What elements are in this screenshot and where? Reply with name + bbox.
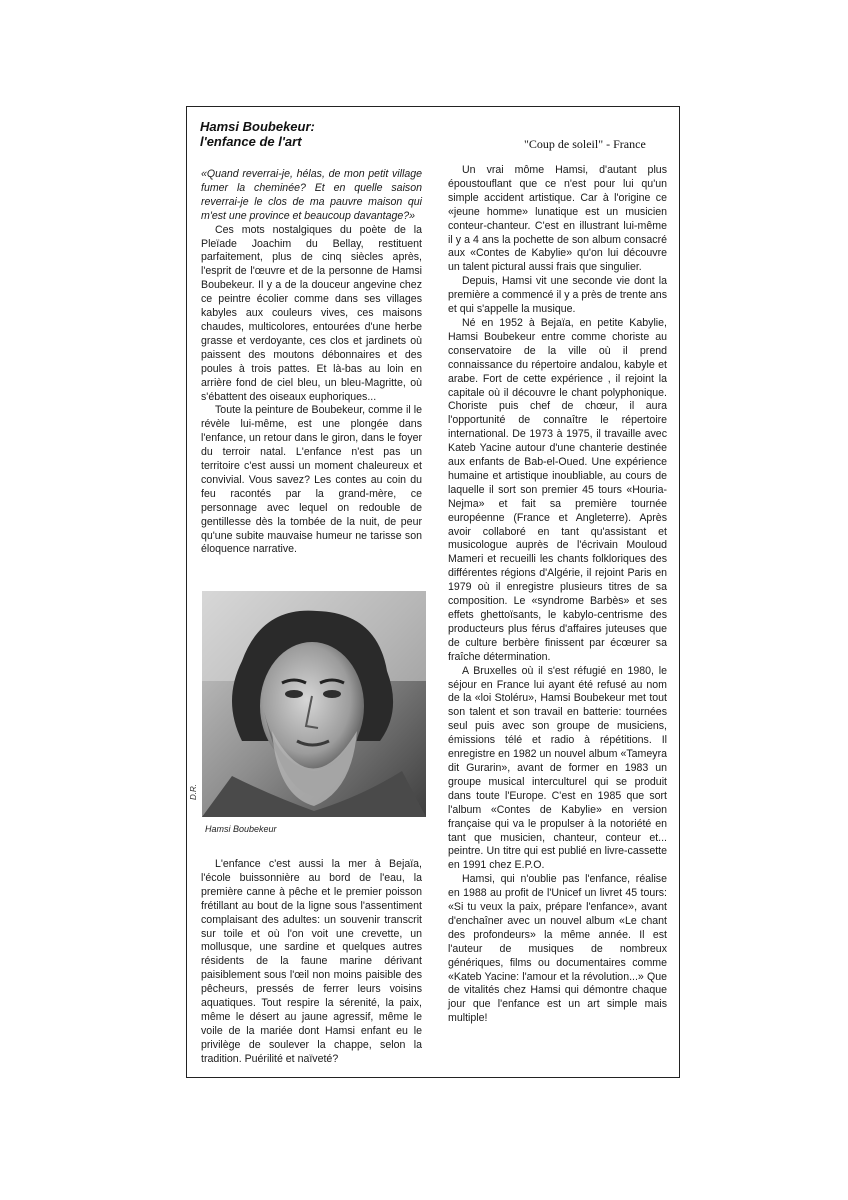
left-column-bottom <box>201 858 422 1067</box>
body-paragraph: Toute la peinture de Boubekeur, comme il le révèle lui-même, est une plongée dans l'enfance, un retour dans le giron, dans le foyer du terroir natal. L'enfance n'est pas un territoire c'est aussi un moment chaleureux et convivial. Vous savez? Les contes au coin du feu racontés par la grand-mère, ce personnage avec lequel on redouble de gentillesse dès la tombée de la nuit, de peur qu'une subite mauvaise humeur ne tarisse son éloquence narrative. <box>201 404 422 556</box>
body-paragraph: Né en 1952 à Bejaïa, en petite Kabylie, Hamsi Boubekeur entre comme choriste au conservatoire de la ville où il prend connaissance du répertoire andalou, kabyle et arabe. Fort de cette expérience , il rejoint la capitale où il découvre le chant polyphonique. Choriste puis chef de chœur, il aura l'opportunité de connaître le répertoire international. De 1973 à 1975, il travaille avec Kateb Yacine autour d'une chanterie destinée aux enfants de Bab-el-Oued. Une expérience humaine et artistique inoubliable, au cours de laquelle il sort son premier 45 tours «Houria-Nejma» et fait sa première tournée européenne (France et Angleterre). Après avoir collaboré en tant qu'assistant et musicologue auprès de l'écrivain Mouloud Mameri et recueilli les chants folkloriques des différentes régions d'Algérie, il rejoint Paris en 1979 où il enregistre plusieurs titres de sa composition. Le «syndrome Barbès» et ses effets ghettoïsants, le kabylo-centrisme des producteurs plus férus d'affaires juteuses que de culture berbère finissent par écœurer sa fraîche détermination. <box>448 316 667 663</box>
body-paragraph: A Bruxelles où il s'est réfugié en 1980, le séjour en France lui ayant été refusé au nom de la «loi Stoléru», Hamsi Boubekeur met tout son talent et son travail en batterie: tournées seul puis avec son groupe de musiciens, émissions télé et radio à répétitions. Il enregistre en 1982 un nouvel album «Tameyra dit Gurarin», avant de former en 1983 un groupe musical interculturel qui se produit dans toute l'Europe. C'est en 1985 que sort l'album «Contes de Kabylie» en version française qui va le propulser à la notoriété en tant que musicien, chanteur, conteur et... peintre. Un titre qui est publié en livre-cassette en 1991 chez E.P.O. <box>448 664 667 872</box>
left-column-top <box>201 168 422 557</box>
article-headline <box>200 119 440 149</box>
photo-credit: D.R. <box>189 784 198 800</box>
body-paragraph: Un vrai môme Hamsi, d'autant plus époustouflant que ce n'est pour lui qu'un simple accident artistique. Car à l'origine ce «jeune homme» lunatique est un musicien conteur-chanteur. C'est en illustrant lui-même il y a 4 ans la pochette de son album consacré aux «Contes de Kabylie» qu'on lui découvre un talent pictural aussi frais que singulier. <box>448 164 667 274</box>
photo-caption: Hamsi Boubekeur <box>205 824 277 834</box>
body-paragraph: L'enfance c'est aussi la mer à Bejaïa, l'école buissonnière au bord de l'eau, la première canne à pêche et le premier poisson frétillant au bout de la ligne sous l'assentiment complaisant des adultes: un souvenir transcrit sur toile et où l'on voit une crevette, un mollusque, une sardine et quelques autres résidents de la faune marine dérivant paisiblement sous l'œil non moins paisible des pêcheurs, pressés de ferrer leurs voisins aquatiques. Tout respire la sérenité, la paix, même le désert au jaune agressif, même le voile de la mariée dont Hamsi enfant eu le privilège de soulever la chappe, selon la tradition. Puérilité et naïveté? <box>201 858 422 1065</box>
quote-paragraph: «Quand reverrai-je, hélas, de mon petit village fumer la cheminée? Et en quelle saison reverrai-je le clos de ma pauvre maison qui m'est une province et beaucoup davantage?» <box>201 168 422 222</box>
source-label: "Coup de soleil" - France <box>524 137 646 151</box>
body-paragraph: Depuis, Hamsi vit une seconde vie dont la première a commencé il y a près de trente ans et qui s'appelle la musique. <box>448 275 667 316</box>
headline-line-2: l'enfance de l'art <box>200 134 302 149</box>
body-paragraph: Hamsi, qui n'oublie pas l'enfance, réalise en 1988 au profit de l'Unicef un livret 45 tours: «Si tu veux la paix, prépare l'enfance», avant d'enchaîner avec un nouvel album «Le chant des profondeurs» la même année. Il est l'auteur de musiques de nombreux génériques, films ou documentaires comme «Kateb Yacine: l'amour et la révolution...» Que de vitalités chez Hamsi qui démontre chaque jour que l'enfance est un art simple mais multiple! <box>448 873 667 1025</box>
right-column <box>448 164 667 1026</box>
body-paragraph: Ces mots nostalgiques du poète de la Pleïade Joachim du Bellay, restituent parfaitement, plus de cinq siècles après, l'esprit de l'œuvre et de la personne de Hamsi Boubekeur. Il y a de la douceur angevine chez ce peintre écolier comme dans ses villages kabyles aux couleurs vives, ces maisons chaudes, multicolores, entourées d'une herbe grasse et verdoyante, ces clos et jardinets où paissent des moutons débonnaires et des poules à trois pattes. Et là-bas au loin en arrière fond de ciel bleu, un bleu-Magritte, où s'ébattent des oiseaux euphoriques... <box>201 223 422 403</box>
portrait-photo <box>202 591 426 817</box>
headline-line-1: Hamsi Boubekeur: <box>200 119 315 134</box>
